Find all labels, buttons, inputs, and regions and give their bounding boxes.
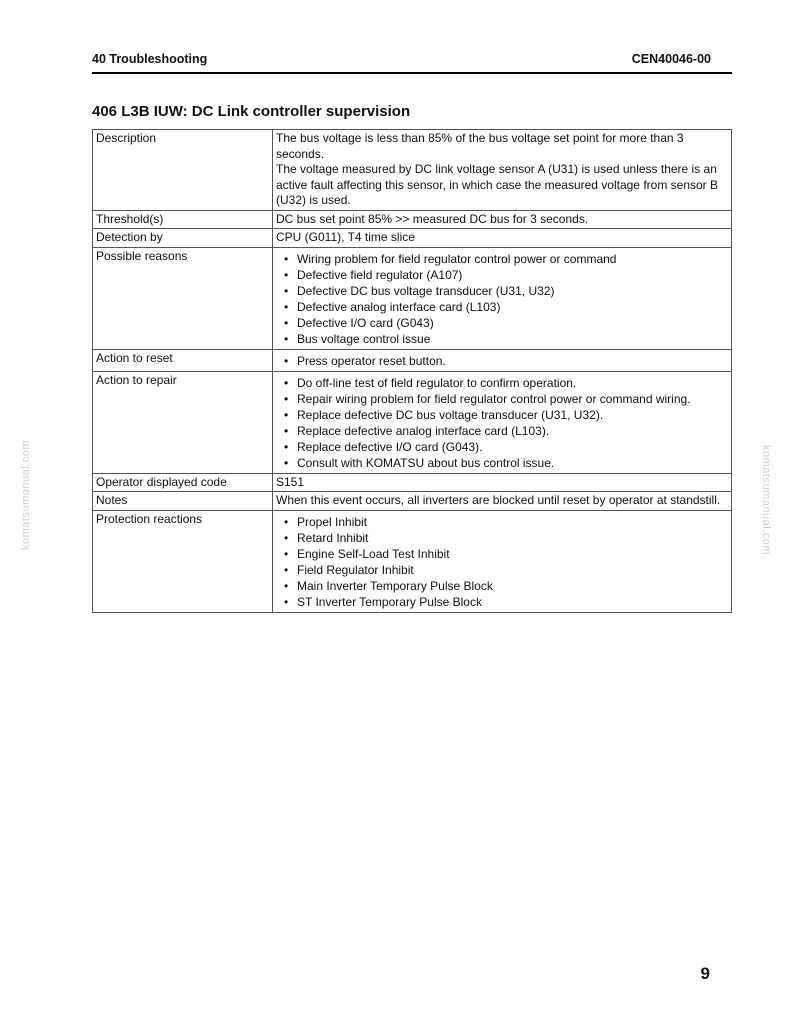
list-item xyxy=(276,578,728,594)
list-item xyxy=(276,423,728,439)
list-item-text: Replace defective DC bus voltage transducer (U31, U32). xyxy=(297,407,604,422)
row-label: Threshold(s) xyxy=(93,210,273,229)
list-item xyxy=(276,546,728,562)
header-section-title: 40 Troubleshooting xyxy=(92,52,208,66)
header-document-id: CEN40046-00 xyxy=(631,52,711,66)
list-item-text: Field Regulator Inhibit xyxy=(297,562,414,577)
fault-spec-table-body xyxy=(93,130,732,613)
watermark-right: komatsumanual.com xyxy=(760,445,772,555)
bullet-list xyxy=(276,353,728,369)
list-item-text: Engine Self-Load Test Inhibit xyxy=(297,546,450,561)
row-label: Action to repair xyxy=(93,371,273,473)
list-item xyxy=(276,439,728,455)
watermark-left: komatsumanual.com xyxy=(20,440,32,550)
row-label: Protection reactions xyxy=(93,510,273,612)
list-item-text: Replace defective analog interface card (L103). xyxy=(297,423,550,438)
list-item-text: Propel Inhibit xyxy=(297,514,368,529)
list-item xyxy=(276,283,728,299)
bullet-icon: • xyxy=(284,594,289,609)
page-number: 9 xyxy=(700,964,710,983)
list-item xyxy=(276,331,728,347)
bullet-icon: • xyxy=(284,251,289,266)
list-item xyxy=(276,267,728,283)
list-item xyxy=(276,407,728,423)
row-value-text: DC bus set point 85% >> measured DC bus for 3 seconds. xyxy=(276,211,589,226)
list-item-text: Defective I/O card (G043) xyxy=(297,315,434,330)
list-item-text: Do off-line test of field regulator to confirm operation. xyxy=(297,375,577,390)
row-label: Detection by xyxy=(93,229,273,248)
table-row xyxy=(93,247,732,349)
bullet-icon: • xyxy=(284,407,289,422)
row-value xyxy=(273,210,732,229)
bullet-icon: • xyxy=(284,315,289,330)
row-value xyxy=(273,492,732,511)
row-value-text: When this event occurs, all inverters are blocked until reset by operator at standstill. xyxy=(276,493,721,507)
bullet-icon: • xyxy=(284,546,289,561)
list-item-text: Main Inverter Temporary Pulse Block xyxy=(297,578,493,593)
bullet-icon: • xyxy=(284,455,289,470)
list-item-text: Replace defective I/O card (G043). xyxy=(297,439,483,454)
list-item xyxy=(276,530,728,546)
row-label: Notes xyxy=(93,492,273,511)
table-row xyxy=(93,473,732,492)
bullet-list xyxy=(276,251,728,347)
row-value xyxy=(273,473,732,492)
bullet-icon: • xyxy=(284,423,289,438)
table-row xyxy=(93,510,732,612)
bullet-list xyxy=(276,375,728,471)
bullet-icon: • xyxy=(284,530,289,545)
header-divider xyxy=(92,72,732,74)
row-label: Description xyxy=(93,130,273,211)
row-value xyxy=(273,130,732,211)
table-row xyxy=(93,492,732,511)
bullet-icon: • xyxy=(284,562,289,577)
list-item-text: Retard Inhibit xyxy=(297,530,369,545)
list-item-text: ST Inverter Temporary Pulse Block xyxy=(297,594,482,609)
bullet-icon: • xyxy=(284,514,289,529)
bullet-icon: • xyxy=(284,578,289,593)
row-label: Operator displayed code xyxy=(93,473,273,492)
list-item xyxy=(276,375,728,391)
bullet-icon: • xyxy=(284,283,289,298)
list-item xyxy=(276,514,728,530)
row-label: Action to reset xyxy=(93,349,273,371)
list-item xyxy=(276,562,728,578)
row-value xyxy=(273,229,732,248)
list-item-text: Defective analog interface card (L103) xyxy=(297,299,501,314)
row-value xyxy=(273,247,732,349)
list-item-text: Wiring problem for field regulator control power or command xyxy=(297,251,617,266)
bullet-list xyxy=(276,514,728,610)
list-item xyxy=(276,299,728,315)
list-item-text: Defective DC bus voltage transducer (U31, U32) xyxy=(297,283,555,298)
list-item-text: Press operator reset button. xyxy=(297,353,446,368)
row-value-text: The bus voltage is less than 85% of the bus voltage set point for more than 3 seconds. The voltage measured by DC link voltage sensor A (U31) is used unless there is an active fault affecting this sensor, in which case the measured voltage from sensor B (U32) is used. xyxy=(276,131,719,207)
row-label: Possible reasons xyxy=(93,247,273,349)
list-item xyxy=(276,391,728,407)
bullet-icon: • xyxy=(284,331,289,346)
list-item-text: Repair wiring problem for field regulator control power or command wiring. xyxy=(297,391,691,406)
list-item-text: Defective field regulator (A107) xyxy=(297,267,463,282)
bullet-icon: • xyxy=(284,391,289,406)
page-title: 406 L3B IUW: DC Link controller supervision xyxy=(92,103,411,120)
row-value xyxy=(273,510,732,612)
table-row xyxy=(93,210,732,229)
table-row xyxy=(93,229,732,248)
bullet-icon: • xyxy=(284,439,289,454)
list-item xyxy=(276,251,728,267)
row-value-text: S151 xyxy=(276,474,305,489)
list-item xyxy=(276,455,728,471)
row-value xyxy=(273,349,732,371)
bullet-icon: • xyxy=(284,267,289,282)
list-item xyxy=(276,594,728,610)
table-row xyxy=(93,371,732,473)
fault-spec-table xyxy=(92,129,732,613)
table-row xyxy=(93,130,732,211)
row-value-text: CPU (G011), T4 time slice xyxy=(276,230,415,244)
bullet-icon: • xyxy=(284,353,289,368)
row-value xyxy=(273,371,732,473)
bullet-icon: • xyxy=(284,299,289,314)
list-item xyxy=(276,353,728,369)
bullet-icon: • xyxy=(284,375,289,390)
list-item-text: Bus voltage control issue xyxy=(297,331,431,346)
list-item-text: Consult with KOMATSU about bus control issue. xyxy=(297,455,555,470)
list-item xyxy=(276,315,728,331)
table-row xyxy=(93,349,732,371)
